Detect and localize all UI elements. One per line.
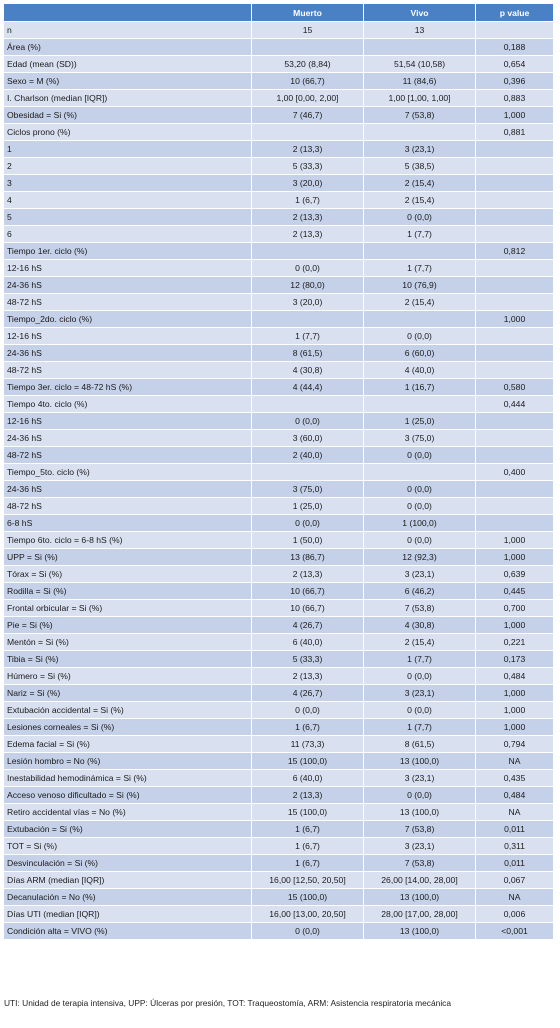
cell-vivo: 10 (76,9) xyxy=(364,277,476,294)
table-row xyxy=(4,736,554,753)
cell-vivo: 2 (15,4) xyxy=(364,294,476,311)
table-row xyxy=(4,243,554,260)
cell-variable: n xyxy=(4,22,252,39)
cell-vivo: 13 (100,0) xyxy=(364,753,476,770)
cell-vivo xyxy=(364,311,476,328)
cell-variable: 48-72 hS xyxy=(4,447,252,464)
cell-variable: 1 xyxy=(4,141,252,158)
cell-vivo: 0 (0,0) xyxy=(364,702,476,719)
cell-muerto: 2 (13,3) xyxy=(252,566,364,583)
cell-vivo xyxy=(364,124,476,141)
cell-vivo: 13 (100,0) xyxy=(364,804,476,821)
cell-p-value: 0,011 xyxy=(476,855,554,872)
cell-p-value xyxy=(476,192,554,209)
cell-variable: 5 xyxy=(4,209,252,226)
cell-p-value xyxy=(476,277,554,294)
table-row xyxy=(4,804,554,821)
cell-variable: Tiempo_5to. ciclo (%) xyxy=(4,464,252,481)
cell-vivo: 51,54 (10,58) xyxy=(364,56,476,73)
cell-variable: TOT = Si (%) xyxy=(4,838,252,855)
cell-p-value: 0,435 xyxy=(476,770,554,787)
cell-variable: I. Charlson (median [IQR]) xyxy=(4,90,252,107)
cell-muerto: 7 (46,7) xyxy=(252,107,364,124)
cell-variable: Frontal orbicular = Si (%) xyxy=(4,600,252,617)
cell-vivo: 0 (0,0) xyxy=(364,498,476,515)
cell-vivo: 4 (30,8) xyxy=(364,617,476,634)
table-row xyxy=(4,396,554,413)
cell-variable: 6-8 hS xyxy=(4,515,252,532)
cell-variable: Días ARM (median [IQR]) xyxy=(4,872,252,889)
cell-muerto: 6 (40,0) xyxy=(252,770,364,787)
table-row xyxy=(4,464,554,481)
cell-muerto xyxy=(252,243,364,260)
cell-vivo: 2 (15,4) xyxy=(364,175,476,192)
cell-muerto: 1,00 [0,00, 2,00] xyxy=(252,90,364,107)
cell-muerto xyxy=(252,396,364,413)
cell-muerto: 16,00 [13,00, 20,50] xyxy=(252,906,364,923)
table-row xyxy=(4,22,554,39)
cell-p-value xyxy=(476,481,554,498)
table-row xyxy=(4,770,554,787)
cell-vivo: 1 (7,7) xyxy=(364,260,476,277)
table-row xyxy=(4,838,554,855)
table-row xyxy=(4,277,554,294)
cell-variable: 12-16 hS xyxy=(4,328,252,345)
cell-p-value: 1,000 xyxy=(476,719,554,736)
cell-p-value: 0,067 xyxy=(476,872,554,889)
cell-variable: Edema facial = Si (%) xyxy=(4,736,252,753)
cell-vivo: 1 (16,7) xyxy=(364,379,476,396)
cell-vivo: 2 (15,4) xyxy=(364,634,476,651)
table-row xyxy=(4,90,554,107)
cell-vivo: 3 (23,1) xyxy=(364,838,476,855)
cell-vivo: 13 (100,0) xyxy=(364,923,476,940)
table-row xyxy=(4,124,554,141)
cell-variable: Retiro accidental vías = No (%) xyxy=(4,804,252,821)
cell-vivo xyxy=(364,39,476,56)
cell-p-value: 0,883 xyxy=(476,90,554,107)
cell-vivo: 0 (0,0) xyxy=(364,668,476,685)
cell-p-value xyxy=(476,22,554,39)
cell-variable: Húmero = Si (%) xyxy=(4,668,252,685)
cell-muerto: 0 (0,0) xyxy=(252,702,364,719)
cell-vivo: 0 (0,0) xyxy=(364,328,476,345)
cell-muerto: 1 (7,7) xyxy=(252,328,364,345)
cell-muerto: 1 (50,0) xyxy=(252,532,364,549)
cell-p-value: 1,000 xyxy=(476,702,554,719)
cell-p-value: 0,311 xyxy=(476,838,554,855)
cell-p-value xyxy=(476,498,554,515)
cell-p-value: NA xyxy=(476,753,554,770)
cell-variable: Obesidad = Si (%) xyxy=(4,107,252,124)
table-row xyxy=(4,498,554,515)
cell-vivo: 3 (23,1) xyxy=(364,770,476,787)
cell-variable: 12-16 hS xyxy=(4,413,252,430)
cell-p-value: 0,654 xyxy=(476,56,554,73)
table-header xyxy=(4,4,554,22)
cell-variable: 2 xyxy=(4,158,252,175)
cell-p-value: 0,400 xyxy=(476,464,554,481)
cell-p-value: 1,000 xyxy=(476,311,554,328)
cell-vivo: 26,00 [14,00, 28,00] xyxy=(364,872,476,889)
cell-muerto: 0 (0,0) xyxy=(252,413,364,430)
cell-variable: Condición alta = VIVO (%) xyxy=(4,923,252,940)
table-row xyxy=(4,447,554,464)
cell-vivo: 8 (61,5) xyxy=(364,736,476,753)
cell-muerto: 5 (33,3) xyxy=(252,158,364,175)
cell-p-value: 0,580 xyxy=(476,379,554,396)
cell-variable: Tibia = Si (%) xyxy=(4,651,252,668)
cell-p-value: 1,000 xyxy=(476,685,554,702)
table-row xyxy=(4,107,554,124)
table-row xyxy=(4,39,554,56)
cell-muerto: 12 (80,0) xyxy=(252,277,364,294)
cell-variable: 24-36 hS xyxy=(4,481,252,498)
cell-p-value: 0,812 xyxy=(476,243,554,260)
cell-p-value xyxy=(476,141,554,158)
cell-p-value: NA xyxy=(476,804,554,821)
table-row xyxy=(4,226,554,243)
cell-p-value: 0,221 xyxy=(476,634,554,651)
cell-p-value xyxy=(476,328,554,345)
table-row xyxy=(4,413,554,430)
table-row xyxy=(4,515,554,532)
cell-p-value xyxy=(476,226,554,243)
cell-vivo: 7 (53,8) xyxy=(364,600,476,617)
cell-p-value: 1,000 xyxy=(476,617,554,634)
header-muerto: Muerto xyxy=(252,4,364,22)
cell-vivo: 0 (0,0) xyxy=(364,532,476,549)
cell-variable: Extubación = Si (%) xyxy=(4,821,252,838)
cell-muerto: 1 (6,7) xyxy=(252,821,364,838)
cell-p-value xyxy=(476,430,554,447)
table-row xyxy=(4,549,554,566)
cell-muerto: 4 (26,7) xyxy=(252,617,364,634)
cell-p-value: 0,444 xyxy=(476,396,554,413)
table-row xyxy=(4,260,554,277)
cell-muerto: 0 (0,0) xyxy=(252,260,364,277)
cell-variable: 6 xyxy=(4,226,252,243)
cell-muerto: 3 (20,0) xyxy=(252,294,364,311)
cell-muerto: 4 (30,8) xyxy=(252,362,364,379)
table-row xyxy=(4,685,554,702)
cell-muerto: 1 (6,7) xyxy=(252,192,364,209)
cell-p-value: 0,484 xyxy=(476,668,554,685)
table-row xyxy=(4,311,554,328)
cell-muerto: 2 (13,3) xyxy=(252,209,364,226)
table-row xyxy=(4,209,554,226)
table-row xyxy=(4,141,554,158)
cell-p-value xyxy=(476,345,554,362)
cell-variable: 3 xyxy=(4,175,252,192)
cell-vivo: 13 (100,0) xyxy=(364,889,476,906)
cell-vivo: 7 (53,8) xyxy=(364,855,476,872)
cell-variable: Tiempo 4to. ciclo (%) xyxy=(4,396,252,413)
cell-vivo: 5 (38,5) xyxy=(364,158,476,175)
table-row xyxy=(4,719,554,736)
cell-variable: Tórax = Si (%) xyxy=(4,566,252,583)
cell-p-value xyxy=(476,294,554,311)
cell-muerto: 2 (13,3) xyxy=(252,226,364,243)
cell-p-value: 0,639 xyxy=(476,566,554,583)
cell-muerto: 10 (66,7) xyxy=(252,583,364,600)
cell-muerto: 3 (60,0) xyxy=(252,430,364,447)
table-row xyxy=(4,651,554,668)
cell-vivo: 1 (25,0) xyxy=(364,413,476,430)
cell-p-value: 0,794 xyxy=(476,736,554,753)
cell-p-value: <0,001 xyxy=(476,923,554,940)
cell-p-value xyxy=(476,260,554,277)
cell-vivo: 3 (23,1) xyxy=(364,685,476,702)
cell-muerto: 3 (75,0) xyxy=(252,481,364,498)
cell-variable: Nariz = Si (%) xyxy=(4,685,252,702)
cell-vivo: 1,00 [1,00, 1,00] xyxy=(364,90,476,107)
table-row xyxy=(4,821,554,838)
cell-vivo: 6 (46,2) xyxy=(364,583,476,600)
table-row xyxy=(4,56,554,73)
cell-variable: 48-72 hS xyxy=(4,498,252,515)
table-row xyxy=(4,753,554,770)
cell-vivo xyxy=(364,243,476,260)
table-footnote: UTI: Unidad de terapia intensiva, UPP: Úlceras por presión, TOT: Traqueostomía, ARM: Asistencia respiratoria mecánica xyxy=(4,998,452,1008)
table-row xyxy=(4,855,554,872)
results-table-container xyxy=(3,3,553,940)
table-row xyxy=(4,192,554,209)
table-row xyxy=(4,481,554,498)
cell-vivo: 1 (7,7) xyxy=(364,226,476,243)
cell-muerto: 53,20 (8,84) xyxy=(252,56,364,73)
table-row xyxy=(4,430,554,447)
cell-muerto: 10 (66,7) xyxy=(252,600,364,617)
cell-vivo: 12 (92,3) xyxy=(364,549,476,566)
table-row xyxy=(4,872,554,889)
header-row xyxy=(4,4,554,22)
cell-vivo: 3 (75,0) xyxy=(364,430,476,447)
table-row xyxy=(4,73,554,90)
cell-p-value xyxy=(476,209,554,226)
cell-variable: 24-36 hS xyxy=(4,430,252,447)
cell-p-value: 0,881 xyxy=(476,124,554,141)
cell-muerto: 0 (0,0) xyxy=(252,923,364,940)
cell-variable: Ciclos prono (%) xyxy=(4,124,252,141)
cell-muerto: 15 xyxy=(252,22,364,39)
cell-vivo xyxy=(364,396,476,413)
cell-vivo: 2 (15,4) xyxy=(364,192,476,209)
cell-variable: Acceso venoso dificultado = Si (%) xyxy=(4,787,252,804)
table-row xyxy=(4,345,554,362)
cell-muerto: 15 (100,0) xyxy=(252,804,364,821)
cell-vivo: 28,00 [17,00, 28,00] xyxy=(364,906,476,923)
cell-p-value: 0,173 xyxy=(476,651,554,668)
cell-variable: Sexo = M (%) xyxy=(4,73,252,90)
table-row xyxy=(4,923,554,940)
cell-p-value: 1,000 xyxy=(476,549,554,566)
cell-variable: 24-36 hS xyxy=(4,277,252,294)
cell-muerto: 11 (73,3) xyxy=(252,736,364,753)
cell-muerto: 1 (25,0) xyxy=(252,498,364,515)
cell-muerto xyxy=(252,311,364,328)
header-variable xyxy=(4,4,252,22)
cell-muerto: 0 (0,0) xyxy=(252,515,364,532)
cell-p-value: 0,188 xyxy=(476,39,554,56)
table-row xyxy=(4,362,554,379)
cell-variable: Área (%) xyxy=(4,39,252,56)
cell-variable: Desvinculación = Si (%) xyxy=(4,855,252,872)
cell-muerto: 2 (13,3) xyxy=(252,141,364,158)
cell-p-value: 1,000 xyxy=(476,107,554,124)
cell-variable: Tiempo 1er. ciclo (%) xyxy=(4,243,252,260)
cell-variable: 24-36 hS xyxy=(4,345,252,362)
cell-vivo: 11 (84,6) xyxy=(364,73,476,90)
table-body xyxy=(4,22,554,940)
cell-vivo: 0 (0,0) xyxy=(364,447,476,464)
cell-muerto: 13 (86,7) xyxy=(252,549,364,566)
cell-p-value: 0,396 xyxy=(476,73,554,90)
cell-p-value xyxy=(476,413,554,430)
cell-vivo: 0 (0,0) xyxy=(364,481,476,498)
cell-muerto: 2 (13,3) xyxy=(252,787,364,804)
cell-vivo: 7 (53,8) xyxy=(364,107,476,124)
cell-muerto: 2 (13,3) xyxy=(252,668,364,685)
table-row xyxy=(4,617,554,634)
table-row xyxy=(4,702,554,719)
cell-vivo: 13 xyxy=(364,22,476,39)
cell-muerto: 1 (6,7) xyxy=(252,838,364,855)
table-row xyxy=(4,668,554,685)
cell-muerto: 4 (26,7) xyxy=(252,685,364,702)
cell-muerto: 2 (40,0) xyxy=(252,447,364,464)
cell-p-value xyxy=(476,447,554,464)
cell-muerto: 15 (100,0) xyxy=(252,753,364,770)
cell-vivo: 6 (60,0) xyxy=(364,345,476,362)
cell-variable: Pie = Si (%) xyxy=(4,617,252,634)
cell-muerto: 1 (6,7) xyxy=(252,719,364,736)
cell-p-value xyxy=(476,515,554,532)
cell-variable: Tiempo_2do. ciclo (%) xyxy=(4,311,252,328)
cell-variable: Decanulación = No (%) xyxy=(4,889,252,906)
cell-variable: Edad (mean (SD)) xyxy=(4,56,252,73)
cell-p-value: 0,484 xyxy=(476,787,554,804)
table-row xyxy=(4,583,554,600)
table-row xyxy=(4,634,554,651)
cell-p-value xyxy=(476,175,554,192)
cell-variable: Tiempo 3er. ciclo = 48-72 hS (%) xyxy=(4,379,252,396)
cell-muerto: 8 (61,5) xyxy=(252,345,364,362)
table-row xyxy=(4,566,554,583)
table-row xyxy=(4,328,554,345)
cell-variable: Inestabilidad hemodinámica = Si (%) xyxy=(4,770,252,787)
cell-p-value: 1,000 xyxy=(476,532,554,549)
table-row xyxy=(4,294,554,311)
table-row xyxy=(4,379,554,396)
cell-muerto xyxy=(252,39,364,56)
results-table xyxy=(3,3,554,940)
cell-vivo: 3 (23,1) xyxy=(364,141,476,158)
cell-vivo: 1 (100,0) xyxy=(364,515,476,532)
cell-vivo: 0 (0,0) xyxy=(364,787,476,804)
table-row xyxy=(4,906,554,923)
cell-variable: Extubación accidental = Si (%) xyxy=(4,702,252,719)
cell-vivo: 3 (23,1) xyxy=(364,566,476,583)
table-row xyxy=(4,600,554,617)
table-row xyxy=(4,532,554,549)
cell-variable: Rodilla = Si (%) xyxy=(4,583,252,600)
cell-p-value xyxy=(476,158,554,175)
cell-p-value: NA xyxy=(476,889,554,906)
cell-vivo: 0 (0,0) xyxy=(364,209,476,226)
cell-variable: Lesión hombro = No (%) xyxy=(4,753,252,770)
cell-p-value: 0,445 xyxy=(476,583,554,600)
header-p-value: p value xyxy=(476,4,554,22)
table-row xyxy=(4,158,554,175)
cell-variable: Tiempo 6to. ciclo = 6-8 hS (%) xyxy=(4,532,252,549)
header-vivo: Vivo xyxy=(364,4,476,22)
table-row xyxy=(4,175,554,192)
cell-variable: Mentón = Si (%) xyxy=(4,634,252,651)
cell-variable: 4 xyxy=(4,192,252,209)
cell-variable: 48-72 hS xyxy=(4,362,252,379)
cell-muerto: 16,00 [12,50, 20,50] xyxy=(252,872,364,889)
cell-muerto xyxy=(252,124,364,141)
cell-variable: Lesiones corneales = Si (%) xyxy=(4,719,252,736)
cell-variable: 12-16 hS xyxy=(4,260,252,277)
cell-vivo xyxy=(364,464,476,481)
cell-p-value: 0,011 xyxy=(476,821,554,838)
cell-vivo: 1 (7,7) xyxy=(364,651,476,668)
table-row xyxy=(4,787,554,804)
cell-muerto: 10 (66,7) xyxy=(252,73,364,90)
cell-muerto: 5 (33,3) xyxy=(252,651,364,668)
cell-p-value: 0,006 xyxy=(476,906,554,923)
cell-variable: UPP = Si (%) xyxy=(4,549,252,566)
cell-muerto: 4 (44,4) xyxy=(252,379,364,396)
cell-muerto: 6 (40,0) xyxy=(252,634,364,651)
cell-vivo: 7 (53,8) xyxy=(364,821,476,838)
cell-variable: 48-72 hS xyxy=(4,294,252,311)
cell-vivo: 1 (7,7) xyxy=(364,719,476,736)
cell-variable: Días UTI (median [IQR]) xyxy=(4,906,252,923)
cell-muerto xyxy=(252,464,364,481)
cell-muerto: 1 (6,7) xyxy=(252,855,364,872)
cell-vivo: 4 (40,0) xyxy=(364,362,476,379)
cell-p-value: 0,700 xyxy=(476,600,554,617)
cell-muerto: 3 (20,0) xyxy=(252,175,364,192)
cell-p-value xyxy=(476,362,554,379)
cell-muerto: 15 (100,0) xyxy=(252,889,364,906)
table-row xyxy=(4,889,554,906)
